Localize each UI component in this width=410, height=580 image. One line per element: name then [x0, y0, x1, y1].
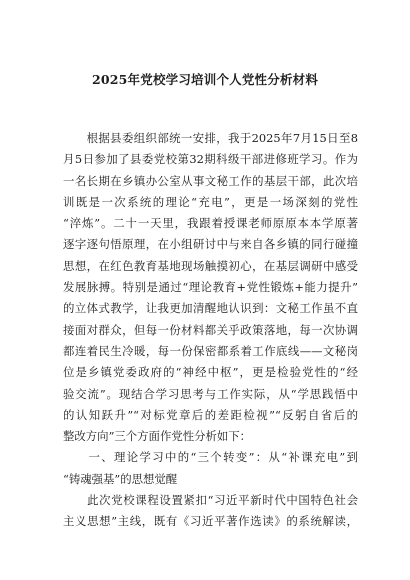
paragraph-line: 位是乡镇党委政府的“神经中枢”，更是检验党性的“经 [63, 365, 358, 380]
paragraph-line: “淬炼”。二十一天里，我跟着授课老师原原本本学原著 [63, 216, 358, 231]
document-body [63, 128, 358, 533]
paragraph-line: 逐字逐句悟原理，在小组研讨中与来自各乡镇的同行碰撞 [63, 237, 358, 252]
paragraph-line: 发展脉搏。特别是通过“理论教育+党性锻炼+能力提升” [63, 280, 358, 295]
paragraph-line: 思想，在红色教育基地现场触摸初心，在基层调研中感受 [63, 258, 358, 273]
paragraph-line: 一名长期在乡镇办公室从事文秘工作的基层干部，此次培 [63, 173, 358, 188]
paragraph-line: 此次党校课程设置紧扣“习近平新时代中国特色社会 [63, 493, 358, 508]
paragraph-line: 的立体式教学，让我更加清醒地认识到：文秘工作虽不直 [63, 301, 358, 316]
paragraph-line: 的认知跃升”“对标党章后的差距检视”“反躬自省后的 [63, 407, 358, 422]
paragraph-line: 整改方向”三个方面作党性分析如下： [63, 429, 252, 444]
paragraph-line: 验交流”。现结合学习思考与工作实际，从“学思践悟中 [63, 386, 358, 401]
paragraph-line: 月5日参加了县委党校第32期科级干部进修班学习。作为 [63, 152, 358, 167]
paragraph-line: 接面对群众，但每一份材料都关乎政策落地，每一次协调 [63, 322, 358, 337]
section-heading-line: 一、理论学习中的“三个转变”：从“补课充电”到 [63, 450, 358, 465]
paragraph-line: 根据县委组织部统一安排，我于2025年7月15日至8 [63, 131, 358, 145]
document-title: 2025年党校学习培训个人党性分析材料 [91, 72, 319, 87]
paragraph-line: 都连着民生冷暖，每一份保密都系着工作底线——文秘岗 [63, 343, 358, 358]
section-heading-line: “铸魂强基”的思想觉醒 [63, 471, 178, 486]
paragraph-line: 主义思想”主线，既有《习近平著作选读》的系统解读， [63, 514, 358, 529]
paragraph-line: 训既是一次系统的理论“充电”，更是一场深刻的党性 [63, 194, 358, 209]
